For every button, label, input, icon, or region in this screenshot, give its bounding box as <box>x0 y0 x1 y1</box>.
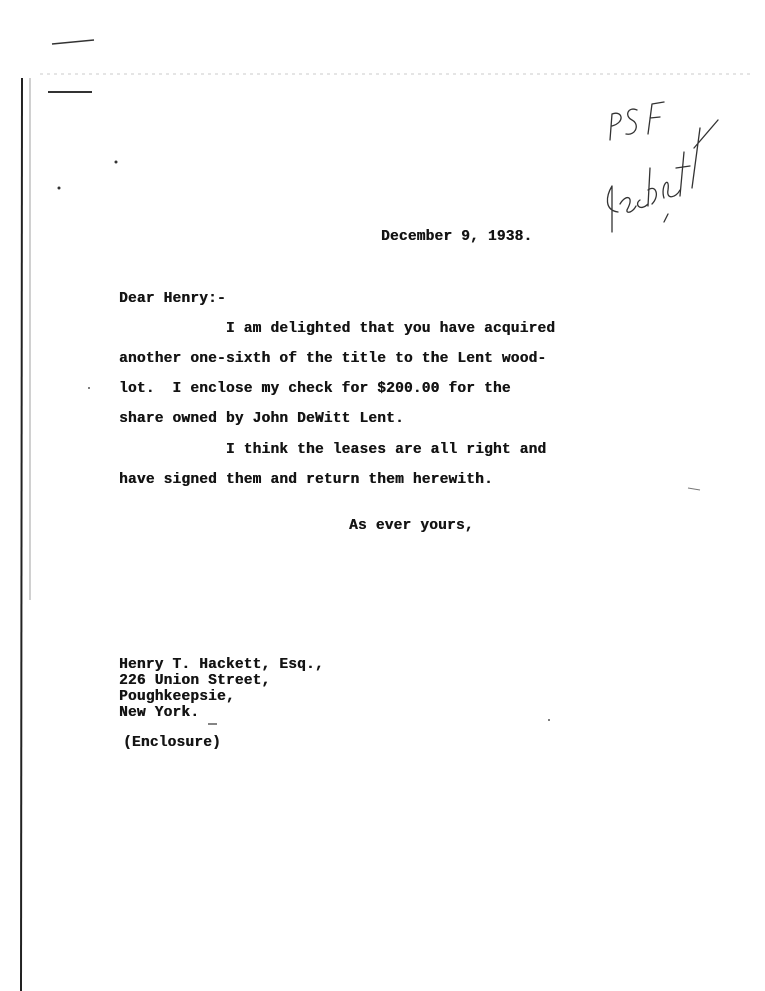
closing: As ever yours, <box>349 518 474 534</box>
body-line: I think the leases are all right and <box>119 442 547 458</box>
enclosure-note: (Enclosure) <box>123 735 221 751</box>
body-line: have signed them and return them herewith. <box>119 472 493 488</box>
body-line: another one-sixth of the title to the Lent wood- <box>119 351 547 367</box>
address-line: Poughkeepsie, <box>119 689 235 705</box>
address-line: Henry T. Hackett, Esq., <box>119 657 324 673</box>
address-line: New York. <box>119 705 200 721</box>
letter-date: December 9, 1938. <box>381 229 533 245</box>
handwritten-annotation <box>607 102 718 232</box>
address-line: 226 Union Street, <box>119 673 271 689</box>
salutation: Dear Henry:- <box>119 291 226 307</box>
body-line: lot. I enclose my check for $200.00 for the <box>119 381 511 397</box>
body-line: I am delighted that you have acquired <box>119 321 556 337</box>
body-line: share owned by John DeWitt Lent. <box>119 411 404 427</box>
